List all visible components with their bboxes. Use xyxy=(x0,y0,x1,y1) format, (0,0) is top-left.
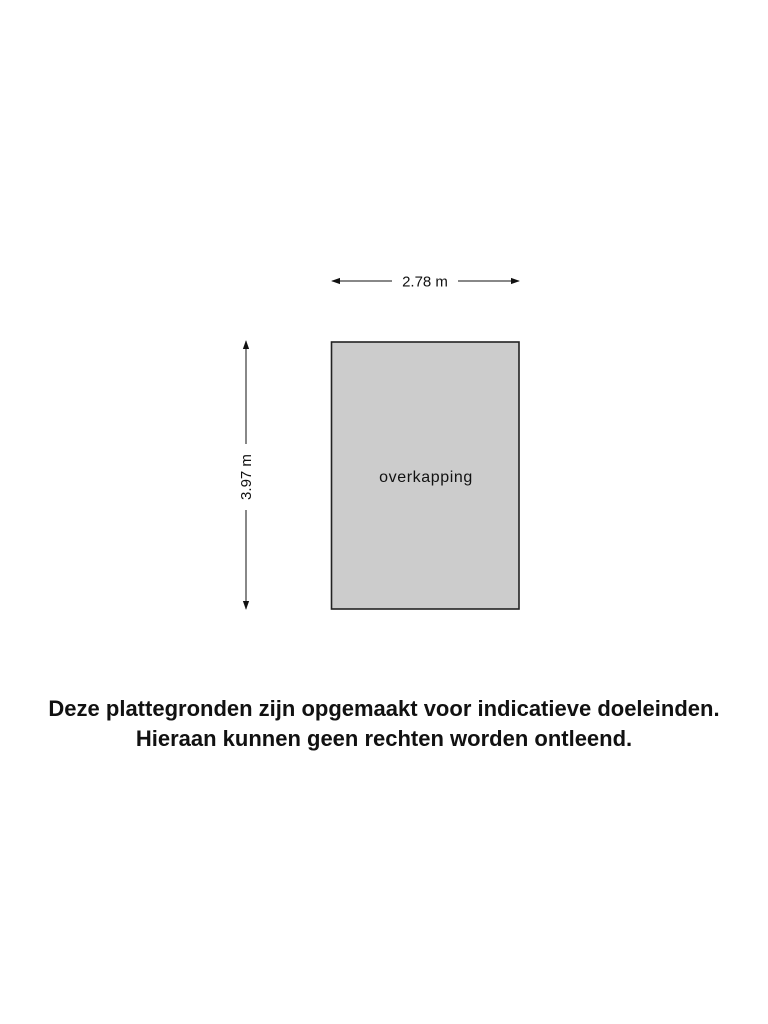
disclaimer-line-2: Hieraan kunnen geen rechten worden ontleend. xyxy=(135,726,633,751)
width-dimension-label: 2.78 m xyxy=(402,273,448,291)
room-overkapping xyxy=(332,342,520,609)
depth-dimension xyxy=(238,341,255,609)
width-dimension xyxy=(332,274,519,291)
disclaimer-line-1: Deze plattegronden zijn opgemaakt voor indicatieve doeleinden. xyxy=(48,696,720,721)
disclaimer-text xyxy=(0,694,768,754)
room-label: overkapping xyxy=(379,469,473,486)
depth-dimension-label: 3.97 m xyxy=(238,454,255,500)
